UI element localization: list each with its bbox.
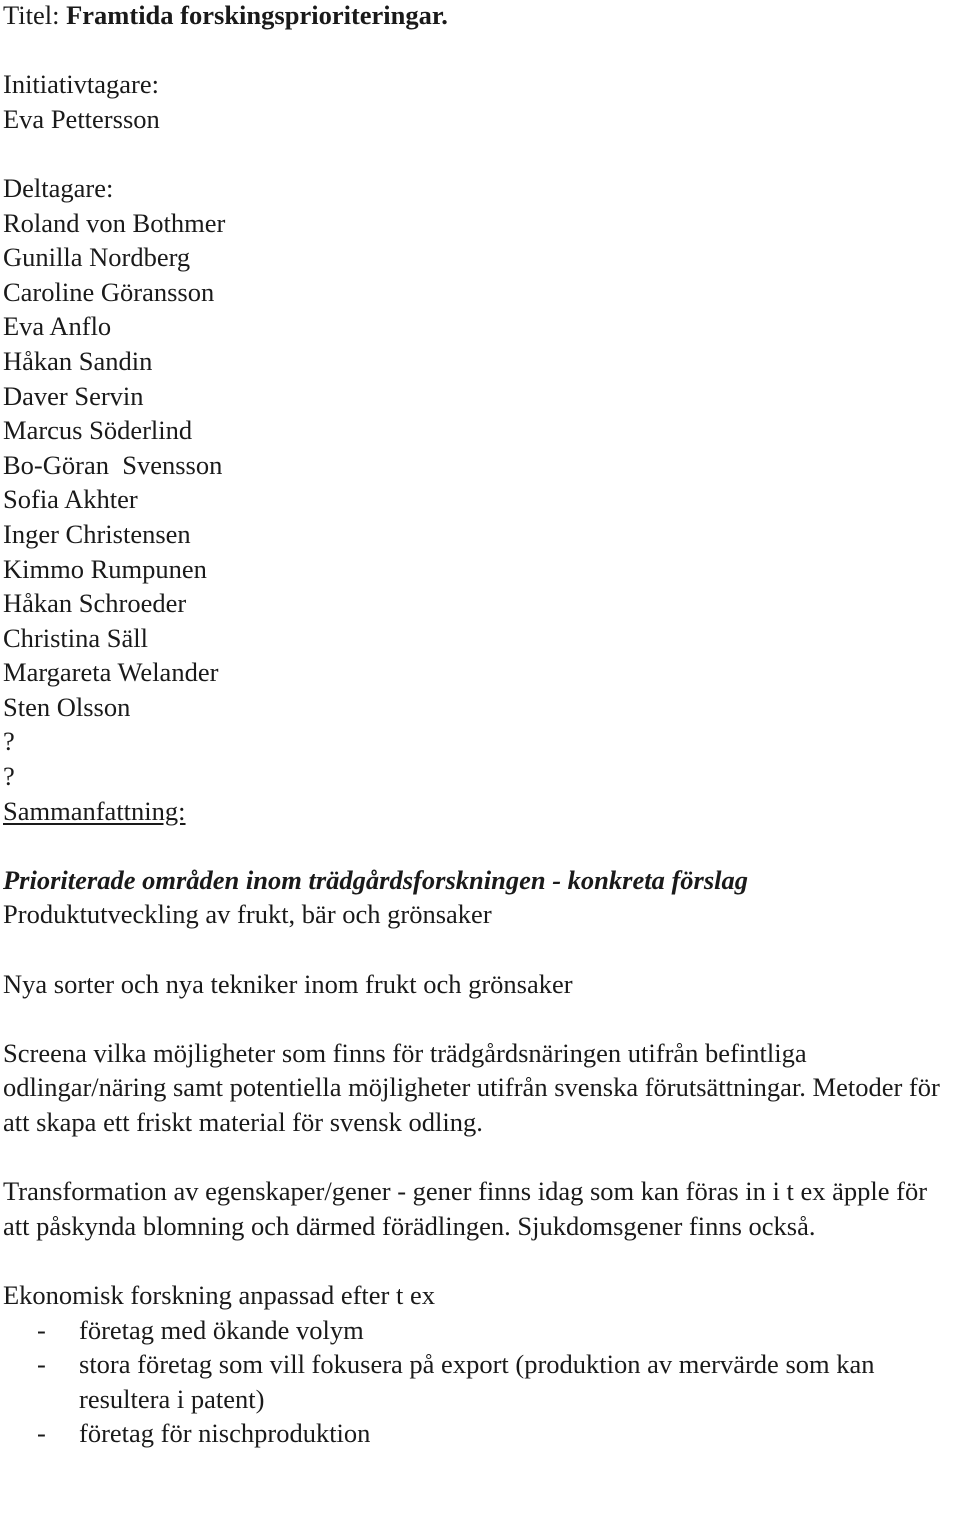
participant-name: Bo-Göran Svensson [3, 449, 223, 480]
participant-name: Sofia Akhter [3, 484, 138, 515]
list-item-text: företag för nischproduktion [79, 1418, 371, 1449]
economics-list [3, 1313, 958, 1451]
paragraph: Screena vilka möjligheter som finns för trädgårdsnäringen utifrån befintliga odlingar/näring samt potentiella möjligheter utifrån svenska förutsättningar. Metoder för att skapa ett friskt material för svensk odling. [3, 1037, 940, 1137]
participant-name: Marcus Söderlind [3, 415, 193, 446]
title-line [3, 0, 958, 33]
participant-name: Sten Olsson [3, 691, 131, 722]
summary-label-text: Sammanfattning: [3, 795, 186, 826]
participant-name: Margareta Welander [3, 657, 219, 688]
initiator-label: Initiativtagare: [3, 69, 159, 100]
paragraph: Transformation av egenskaper/gener - gener finns idag som kan föras in i t ex äpple för att påskynda blomning och därmed förädlingen. Sjukdomsgener finns också. [3, 1176, 928, 1241]
list-item [3, 1347, 958, 1416]
dash-bullet-icon: - [37, 1349, 46, 1380]
list-item-text: företag med ökande volym [79, 1314, 364, 1345]
spacer [3, 932, 958, 967]
list-item [3, 1313, 958, 1348]
paragraph: Nya sorter och nya tekniker inom frukt och grönsaker [3, 968, 573, 999]
participant-name: Håkan Schroeder [3, 588, 187, 619]
participant-name: Gunilla Nordberg [3, 242, 191, 273]
unknown-mark: ? [3, 761, 15, 792]
title-label: Titel: [3, 0, 60, 30]
initiator-name: Eva Pettersson [3, 103, 160, 134]
participant-name: Daver Servin [3, 380, 144, 411]
spacer [3, 1140, 958, 1175]
participant-name: Christina Säll [3, 622, 149, 653]
dash-bullet-icon: - [37, 1418, 46, 1449]
spacer [3, 1001, 958, 1036]
spacer [3, 136, 958, 171]
participant-list [3, 206, 958, 725]
summary-subheading: Produktutveckling av frukt, bär och grönsaker [3, 899, 492, 930]
participant-name: Roland von Bothmer [3, 207, 226, 238]
spacer [3, 828, 958, 863]
summary-label [3, 794, 958, 829]
participant-name: Inger Christensen [3, 518, 191, 549]
list-item [3, 1416, 958, 1451]
summary-heading: Prioriterade områden inom trädgårdsforskningen - konkreta förslag [3, 864, 749, 895]
title-value: Framtida forskingsprioriteringar. [66, 0, 448, 30]
participant-name: Kimmo Rumpunen [3, 553, 207, 584]
participant-name: Eva Anflo [3, 311, 112, 342]
unknown-mark: ? [3, 726, 15, 757]
list-item-text: stora företag som vill fokusera på export (produktion av mervärde som kan resultera i patent) [79, 1349, 875, 1414]
participant-name: Caroline Göransson [3, 276, 215, 307]
spacer [3, 33, 958, 68]
document [3, 0, 958, 1451]
participants-label: Deltagare: [3, 172, 114, 203]
dash-bullet-icon: - [37, 1314, 46, 1345]
economics-intro: Ekonomisk forskning anpassad efter t ex [3, 1279, 435, 1310]
spacer [3, 1243, 958, 1278]
participant-name: Håkan Sandin [3, 345, 153, 376]
